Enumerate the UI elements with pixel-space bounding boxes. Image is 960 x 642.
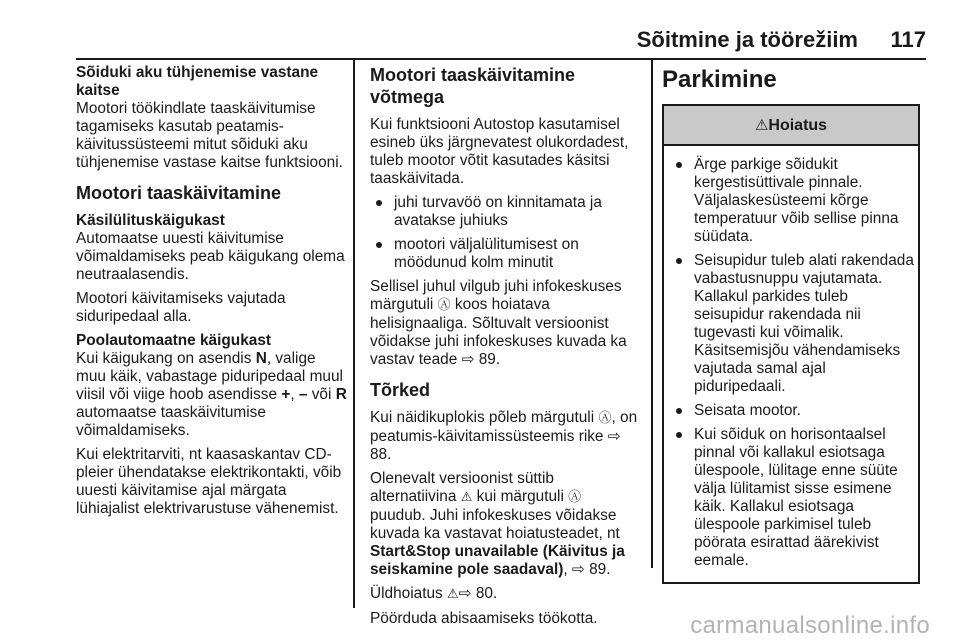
section-heading: Mootori taaskäivitamine xyxy=(76,183,282,203)
subheading: Poolautomaatne käigukast xyxy=(76,332,271,349)
gear-plus-label: + xyxy=(281,386,291,403)
list-item: Kui sõiduk on horisontaalsel pinnal või kallakul esiotsaga ülespoole, lülitage enne süüte välja lülitamist sisse esimene käik. Kallakul esiotsaga ülespoole parkimisel tuleb pöörata esirattad äärekivist eemale. xyxy=(670,426,914,570)
page-header xyxy=(0,0,960,56)
subheading: Tõrked xyxy=(370,380,431,400)
message-text: Start&Stop unavailable (Käivitus ja seiskamine pole saadaval) xyxy=(370,543,625,578)
text: Olenevalt versioonist süttib alternatiivina xyxy=(370,470,554,505)
bullet-list xyxy=(370,194,640,272)
autostop-icon: Ⓐ xyxy=(568,490,582,505)
warning-box xyxy=(662,104,920,584)
paragraph xyxy=(370,278,640,369)
paragraph xyxy=(76,350,348,440)
text: , xyxy=(290,386,299,403)
warning-title: Hoiatus xyxy=(768,117,828,134)
warning-triangle-icon: ⚠ xyxy=(754,116,769,134)
text: Üldhoiatus xyxy=(370,585,447,602)
subheading: Käsilülituskäigukast xyxy=(76,212,225,229)
paragraph: Automaatse uuesti käivitumise võimaldamiseks peab käigukang olema neutraalasendis. xyxy=(76,230,345,283)
text: Sellisel juhul vilgub juhi infokeskuses märgutuli xyxy=(370,278,622,313)
text: automaatse taaskäivitumise võimaldamiseks. xyxy=(76,404,266,439)
column-2 xyxy=(370,64,640,634)
column-divider xyxy=(651,60,653,568)
text: Kui näidikuplokis põleb märgutuli xyxy=(370,409,599,426)
header-rule xyxy=(76,58,926,60)
text: , on peatumis-käivitamissüsteemis rike xyxy=(370,409,638,445)
gear-n-label: N xyxy=(255,350,267,367)
section-heading: Parkimine xyxy=(662,66,777,93)
text: koos hoiatava helisignaaliga. Sõltuvalt versioonist võidakse juhi infokeskuses kuvada ka vastav teade xyxy=(370,296,627,368)
section-heading: Sõiduki aku tühjenemise vastane kaitse xyxy=(76,64,319,99)
page-reference-link[interactable]: ⇨ 89. xyxy=(461,351,501,368)
paragraph: Mootori töökindlate taaskäivitumise tagamiseks kasutab peatamis-käivitussüsteemi mitut sõiduki aku tühjenemise vastase kaitse funktsiooni. xyxy=(76,100,343,171)
paragraph xyxy=(370,585,640,604)
list-item: Seisata mootor. xyxy=(670,402,914,420)
paragraph xyxy=(370,409,640,464)
chapter-title: Sõitmine ja töörežiim xyxy=(636,27,858,52)
column-divider xyxy=(353,60,355,608)
page-reference-link[interactable]: ⇨ 89. xyxy=(571,561,611,578)
list-item: juhi turvavöö on kinnitamata ja avatakse juhiuks xyxy=(370,194,640,230)
paragraph: Mootori käivitamiseks vajutada siduripedaal alla. xyxy=(76,290,286,325)
paragraph: Kui elektritarviti, nt kaasaskantav CD-pleier ühendatakse elektrikontakti, võib uuesti käivitamise ajal märgata lühiajalist elektrivarustuse vähenemist. xyxy=(76,446,342,517)
bullet-list xyxy=(670,156,914,570)
gear-r-label: R xyxy=(335,386,347,403)
warning-body xyxy=(664,146,918,582)
paragraph xyxy=(370,470,640,579)
text: , xyxy=(563,561,572,578)
text: või xyxy=(307,386,336,403)
column-3 xyxy=(662,64,920,584)
page-reference-link[interactable]: ⇨ 88. xyxy=(370,428,621,463)
autostop-icon: Ⓐ xyxy=(437,298,451,313)
text: , valige muu käik, vabastage piduripedaal muul viisil või viige hoob asendisse xyxy=(76,350,343,403)
paragraph: Kui funktsiooni Autostop kasutamisel esineb üks järgnevatest olukordadest, tuleb mootor võtit kasutades käsitsi taaskäivitada. xyxy=(370,116,629,187)
paragraph: Pöörduda abisaamiseks töökotta. xyxy=(370,610,598,627)
list-item: mootori väljalülitumisest on möödunud kolm minutit xyxy=(370,236,640,272)
watermark: carmanualsonline.info xyxy=(690,612,930,639)
page-reference-link[interactable]: ⇨ 80. xyxy=(458,585,498,602)
warning-header xyxy=(664,104,918,146)
autostop-icon: Ⓐ xyxy=(598,411,612,426)
text: kui märgutuli xyxy=(472,488,569,505)
column-1 xyxy=(76,64,348,524)
warning-triangle-icon: ⚠ xyxy=(460,490,473,505)
text: puudub. Juhi infokeskuses võidakse kuvada ka vastavat hoiatusteadet, nt xyxy=(370,507,620,542)
page-number: 117 xyxy=(890,27,926,52)
text: Kui käigukang on asendis xyxy=(76,350,256,367)
gear-minus-label: – xyxy=(298,386,308,403)
list-item: Seisupidur tuleb alati rakendada vabastusnuppu vajutamata. Kallakul parkides tuleb seisupidur rakendada nii tugevasti kui võimalik. Käsitsemisjõu vähendamiseks vajutada samal ajal piduripedaali. xyxy=(670,252,914,396)
section-heading: Mootori taaskäivitamine võtmega xyxy=(370,65,576,107)
warning-triangle-icon: ⚠ xyxy=(447,587,459,602)
list-item: Ärge parkige sõidukit kergestisüttivale pinnale. Väljalaskesüsteemi kõrge temperatuur võib sellise pinna süüdata. xyxy=(670,156,914,246)
